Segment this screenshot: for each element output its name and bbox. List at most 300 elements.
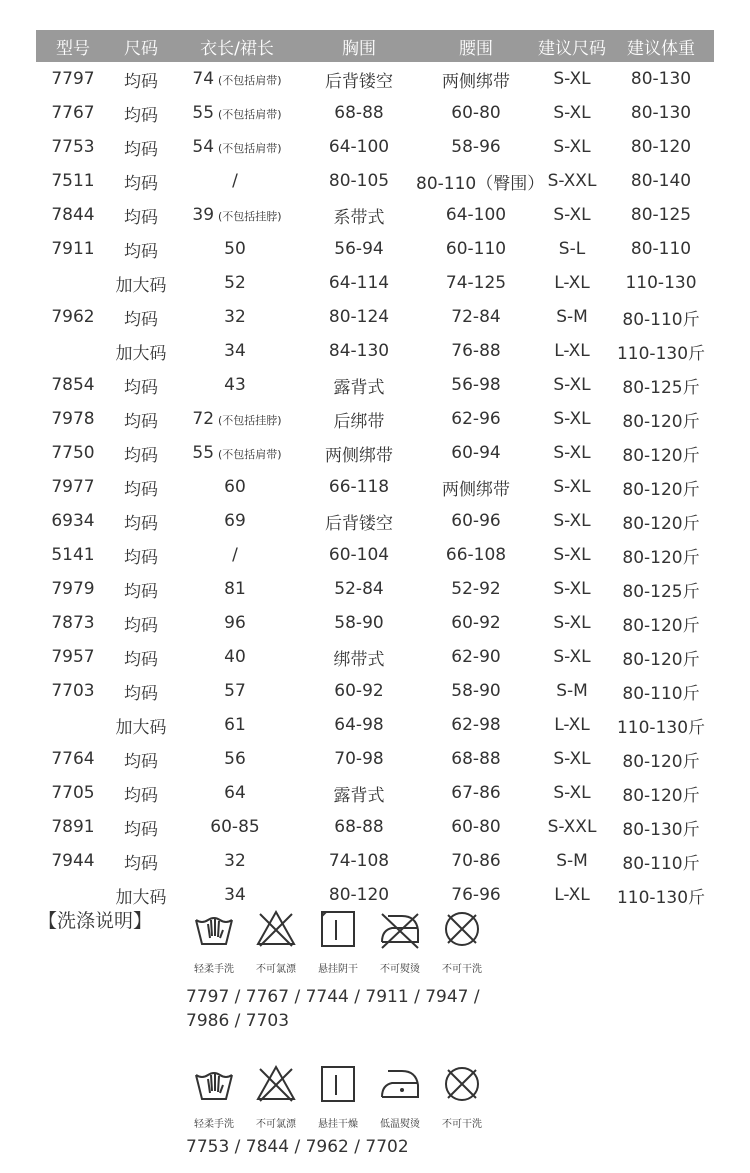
cell-bust [302,715,416,735]
cell-waist-value: 80-110（臀围） [416,173,545,194]
cell-weight-value: 80-120斤 [622,411,700,432]
cell-model-value: 7854 [51,375,95,395]
care-label: 轻柔手洗 [194,964,234,975]
cell-model-value: 7891 [51,817,95,837]
cell-bust [302,885,416,905]
cell-bust [302,851,416,871]
size-table [36,30,714,912]
table-row [36,436,714,470]
care-label: 不可干洗 [442,964,482,975]
cell-weight [608,137,714,157]
no-dry-clean-icon [440,908,484,954]
cell-weight [608,543,714,568]
cell-model [36,375,110,395]
cell-waist-value: 58-90 [451,681,501,701]
cell-weight-value: 80-125 [630,205,692,225]
cell-size [110,713,172,738]
cell-bust [302,203,416,228]
cell-weight-value: 80-120 [630,137,692,157]
cell-model [36,103,110,123]
cell-model-value: 7844 [51,205,95,225]
cell-size-value: 均码 [124,309,158,330]
cell-fit [536,885,608,905]
cell-length-value: 39 [192,205,215,225]
cell-bust-value: 64-98 [334,715,384,735]
cell-length-value: 60-85 [210,817,260,837]
care-item [184,1063,244,1130]
cell-fit [536,103,608,123]
table-row [36,300,714,334]
cell-model-value: 7705 [51,783,95,803]
cell-model [36,137,110,157]
cell-fit-value: S-M [556,307,588,327]
cell-fit-value: L-XL [554,715,590,735]
cell-model [36,511,110,531]
table-row [36,470,714,504]
cell-weight-value: 80-110斤 [622,683,700,704]
cell-waist-value: 60-80 [451,103,501,123]
cell-weight [608,577,714,602]
cell-fit-value: S-XL [553,749,591,769]
cell-model-value: 7797 [51,69,95,89]
cell-model-value: 7764 [51,749,95,769]
care-label: 悬挂干燥 [318,1119,358,1130]
cell-bust-value: 80-124 [328,307,390,327]
cell-bust [302,477,416,497]
cell-length-value: 55 [192,103,215,123]
cell-bust [302,545,416,565]
cell-fit-value: L-XL [554,273,590,293]
cell-fit [536,715,608,735]
cell-model-value: 7944 [51,851,95,871]
cell-weight [608,407,714,432]
cell-fit [536,443,608,463]
care-item [184,908,244,975]
cell-waist [416,613,536,633]
cell-size [110,611,172,636]
cell-weight [608,273,714,293]
cell-fit-value: S-XL [553,103,591,123]
cell-fit [536,409,608,429]
table-row [36,708,714,742]
cell-size [110,441,172,466]
cell-bust-value: 66-118 [328,477,390,497]
cell-fit [536,647,608,667]
cell-weight-value: 80-125斤 [622,581,700,602]
care-label: 不可氯漂 [256,964,296,975]
cell-weight [608,747,714,772]
table-row [36,130,714,164]
cell-size [110,543,172,568]
cell-waist-value: 76-88 [451,341,501,361]
cell-bust [302,373,416,398]
cell-waist [416,475,536,500]
cell-size-value: 均码 [124,581,158,602]
cell-weight [608,475,714,500]
care-item [432,908,492,975]
cell-size [110,339,172,364]
table-row [36,606,714,640]
cell-size-value: 加大码 [115,717,167,738]
cell-size-value: 均码 [124,683,158,704]
cell-bust [302,307,416,327]
cell-waist [416,67,536,92]
cell-size-value: 均码 [124,615,158,636]
cell-size-value: 均码 [124,241,158,262]
cell-size-value: 均码 [124,751,158,772]
care-item [370,1063,430,1130]
cell-length [172,103,302,123]
cell-size-value: 均码 [124,105,158,126]
cell-model [36,171,110,191]
cell-bust [302,407,416,432]
table-row [36,776,714,810]
cell-size [110,67,172,92]
cell-weight [608,305,714,330]
cell-weight-value: 110-130 [625,273,697,293]
cell-waist-value: 67-86 [451,783,501,803]
cell-size [110,135,172,160]
cell-waist-value: 56-98 [451,375,501,395]
cell-length [172,715,302,735]
cell-fit-value: S-XXL [547,171,597,191]
cell-waist [416,783,536,803]
cell-model-value: 7977 [51,477,95,497]
cell-length-value: 54 [192,137,215,157]
cell-bust-value: 80-105 [328,171,390,191]
cell-weight-value: 80-110 [630,239,692,259]
cell-fit [536,613,608,633]
cell-fit-value: S-XL [553,579,591,599]
cell-fit-value: S-M [556,681,588,701]
cell-weight-value: 80-130斤 [622,819,700,840]
cell-weight-value: 80-140 [630,171,692,191]
cell-size [110,781,172,806]
cell-weight [608,883,714,908]
hand-wash-icon [192,1063,236,1109]
cell-fit [536,851,608,871]
cell-model-value: 7753 [51,137,95,157]
cell-waist-value: 60-94 [451,443,501,463]
cell-weight [608,69,714,89]
cell-bust-value: 后绑带 [333,411,385,432]
cell-bust-value: 84-130 [328,341,390,361]
cell-size [110,509,172,534]
cell-bust-value: 68-88 [334,103,384,123]
cell-waist [416,647,536,667]
cell-waist-value: 72-84 [451,307,501,327]
cell-model [36,681,110,701]
care-item [308,1063,368,1130]
cell-model-value: 7911 [51,239,95,259]
cell-model [36,851,110,871]
cell-weight-value: 110-130斤 [616,717,706,738]
cell-length [172,409,302,429]
cell-size-value: 均码 [124,547,158,568]
table-body [36,62,714,912]
cell-length [172,851,302,871]
cell-model-value: 7873 [51,613,95,633]
cell-weight-value: 80-120斤 [622,751,700,772]
cell-length-value: 81 [224,579,246,599]
low-iron-icon [378,1063,422,1109]
cell-weight-value: 80-120斤 [622,547,700,568]
cell-weight-value: 80-120斤 [622,445,700,466]
cell-length-value: 56 [224,749,246,769]
cell-bust-value: 68-88 [334,817,384,837]
cell-model [36,239,110,259]
cell-length [172,273,302,293]
cell-waist-value: 60-92 [451,613,501,633]
care-item [246,908,306,975]
cell-waist-value: 58-96 [451,137,501,157]
no-iron-icon [378,908,422,954]
cell-length-value: 40 [224,647,246,667]
cell-fit [536,307,608,327]
cell-size [110,849,172,874]
no-bleach-icon [254,1063,298,1109]
cell-size-value: 加大码 [115,275,167,296]
cell-bust [302,613,416,633]
table-row [36,572,714,606]
line-dry-icon [316,1063,360,1109]
care-item [432,1063,492,1130]
cell-waist [416,749,536,769]
cell-waist [416,511,536,531]
cell-fit [536,205,608,225]
cell-weight-value: 80-120斤 [622,513,700,534]
table-row [36,334,714,368]
cell-size-value: 均码 [124,785,158,806]
cell-bust-value: 56-94 [334,239,384,259]
care-label: 悬挂阴干 [318,964,358,975]
cell-bust [302,341,416,361]
cell-bust [302,273,416,293]
cell-bust-value: 74-108 [328,851,390,871]
cell-weight-value: 80-120斤 [622,479,700,500]
cell-bust-value: 系带式 [333,207,385,228]
cell-waist-value: 62-98 [451,715,501,735]
cell-waist-value: 76-96 [451,885,501,905]
cell-fit [536,749,608,769]
cell-bust [302,441,416,466]
cell-waist [416,307,536,327]
cell-model-value: 7750 [51,443,95,463]
care-item [308,908,368,975]
cell-fit-value: S-XL [553,69,591,89]
cell-size-value: 均码 [124,173,158,194]
care-models-group-1: 7797 / 7767 / 7744 / 7911 / 7947 / 7986 / 7703 [186,987,480,1031]
table-row [36,96,714,130]
table-row [36,844,714,878]
cell-bust [302,67,416,92]
header-waist: 腰围 [459,38,493,59]
cell-bust [302,171,416,191]
cell-length-value: 55 [192,443,215,463]
cell-bust-value: 80-120 [328,885,390,905]
cell-size [110,577,172,602]
cell-fit-value: S-XL [553,613,591,633]
cell-weight [608,339,714,364]
cell-bust-value: 60-92 [334,681,384,701]
cell-weight [608,103,714,123]
cell-fit [536,341,608,361]
header-weight: 建议体重 [627,38,695,59]
cell-size-value: 均码 [124,139,158,160]
cell-model [36,69,110,89]
table-row [36,742,714,776]
cell-length [172,885,302,905]
cell-bust [302,103,416,123]
care-label: 不可熨烫 [380,964,420,975]
cell-bust-value: 58-90 [334,613,384,633]
cell-size-value: 均码 [124,445,158,466]
cell-length [172,681,302,701]
cell-bust-value: 两侧绑带 [325,445,393,466]
cell-bust-value: 64-114 [328,273,390,293]
care-label: 不可氯漂 [256,1119,296,1130]
cell-waist [416,239,536,259]
cell-bust-value: 52-84 [334,579,384,599]
cell-weight [608,849,714,874]
length-note: (不包括肩带) [218,108,282,121]
cell-size [110,475,172,500]
care-label: 不可干洗 [442,1119,482,1130]
cell-model-value: 6934 [51,511,95,531]
cell-waist [416,341,536,361]
cell-waist-value: 60-80 [451,817,501,837]
cell-weight [608,205,714,225]
cell-length-value: 72 [192,409,215,429]
cell-fit [536,137,608,157]
cell-length [172,69,302,89]
cell-model [36,477,110,497]
cell-weight [608,373,714,398]
cell-model-value: 5141 [51,545,95,565]
cell-model-value: 7511 [51,171,95,191]
cell-length-value: 69 [224,511,246,531]
table-row [36,266,714,300]
cell-waist-value: 74-125 [445,273,507,293]
cell-bust-value: 露背式 [333,785,385,806]
cell-fit [536,477,608,497]
cell-waist-value: 52-92 [451,579,501,599]
table-row [36,368,714,402]
cell-fit-value: S-XL [553,511,591,531]
cell-model [36,409,110,429]
cell-model-value: 7979 [51,579,95,599]
cell-weight-value: 80-130 [630,69,692,89]
table-row [36,538,714,572]
cell-waist [416,579,536,599]
cell-length-value: 32 [224,851,246,871]
table-row [36,164,714,198]
cell-waist [416,375,536,395]
cell-length [172,817,302,837]
cell-fit [536,817,608,837]
cell-model-value: 7767 [51,103,95,123]
cell-bust-value: 60-104 [328,545,390,565]
cell-model-value: 7957 [51,647,95,667]
cell-length-value: 74 [192,69,215,89]
cell-model [36,613,110,633]
cell-bust [302,817,416,837]
cell-fit-value: S-XXL [547,817,597,837]
cell-weight [608,239,714,259]
cell-weight-value: 80-120斤 [622,649,700,670]
header-model: 型号 [56,38,90,59]
cell-length [172,239,302,259]
cell-fit-value: S-M [556,851,588,871]
cell-waist-value: 两侧绑带 [442,71,510,92]
table-row [36,232,714,266]
cell-fit-value: L-XL [554,885,590,905]
cell-waist [416,817,536,837]
care-title: 【洗涤说明】 [38,910,153,932]
cell-waist-value: 60-96 [451,511,501,531]
length-note: (不包括挂脖) [218,210,282,223]
cell-size [110,169,172,194]
cell-weight-value: 80-110斤 [622,853,700,874]
cell-weight [608,781,714,806]
cell-fit [536,681,608,701]
cell-size [110,645,172,670]
cell-weight [608,679,714,704]
cell-waist [416,137,536,157]
cell-bust-value: 后背镂空 [325,71,393,92]
cell-model-value: 7703 [51,681,95,701]
cell-waist [416,169,545,194]
cell-bust [302,645,416,670]
cell-waist [416,103,536,123]
cell-weight [608,509,714,534]
cell-bust [302,579,416,599]
no-bleach-icon [254,908,298,954]
cell-waist [416,205,536,225]
cell-bust [302,137,416,157]
table-row [36,62,714,96]
cell-size [110,883,172,908]
care-item [246,1063,306,1130]
cell-fit [536,69,608,89]
cell-bust-value: 70-98 [334,749,384,769]
cell-length-value: / [232,171,238,191]
cell-length [172,783,302,803]
cell-length [172,205,302,225]
cell-fit [536,783,608,803]
care-icons-group-1 [184,908,492,975]
cell-bust-value: 露背式 [333,377,385,398]
cell-weight-value: 80-120斤 [622,785,700,806]
cell-size [110,815,172,840]
cell-length [172,307,302,327]
no-dry-clean-icon [440,1063,484,1109]
cell-weight [608,611,714,636]
cell-size [110,407,172,432]
cell-fit-value: S-XL [553,783,591,803]
cell-fit [536,545,608,565]
header-fit: 建议尺码 [538,38,606,59]
cell-waist [416,273,536,293]
cell-waist [416,885,536,905]
cell-model [36,817,110,837]
cell-weight [608,815,714,840]
cell-fit-value: L-XL [554,341,590,361]
cell-length [172,511,302,531]
cell-fit [536,375,608,395]
care-label: 轻柔手洗 [194,1119,234,1130]
cell-fit-value: S-L [558,239,586,259]
